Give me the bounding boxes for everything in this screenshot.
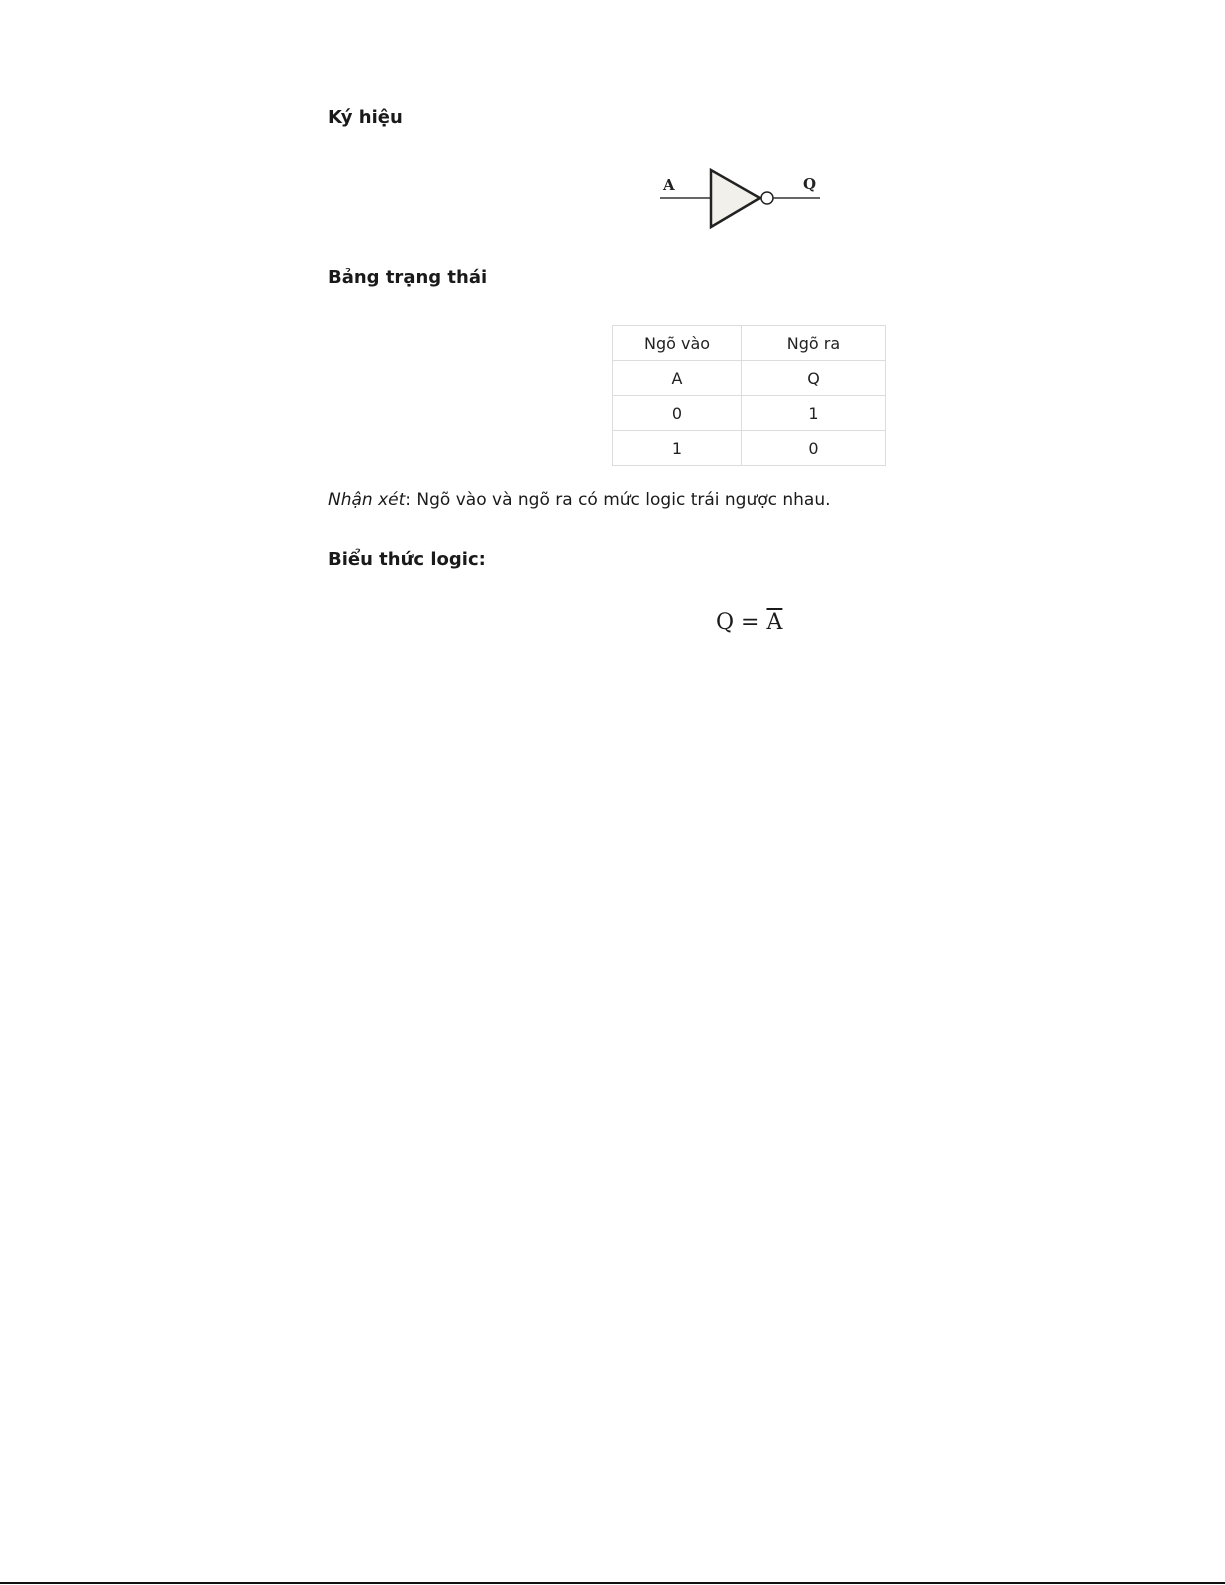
page-bottom-border <box>0 1582 1225 1584</box>
logic-expression <box>716 610 782 635</box>
table-row <box>613 431 886 466</box>
remark-text: : Ngõ vào và ngõ ra có mức logic trái ngược nhau. <box>405 490 831 510</box>
heading-logic-expression: Biểu thức logic: <box>328 549 486 570</box>
heading-symbol: Ký hiệu <box>328 107 403 128</box>
table-row <box>613 361 886 396</box>
table-cell: 0 <box>742 431 886 466</box>
table-header-row <box>613 326 886 361</box>
gate-inversion-bubble <box>761 192 773 204</box>
table-row <box>613 396 886 431</box>
not-gate-diagram <box>660 165 830 235</box>
expression-lhs: Q <box>716 610 735 635</box>
remark-label: Nhận xét <box>328 490 406 510</box>
table-cell: 1 <box>613 431 742 466</box>
truth-table <box>612 325 886 466</box>
table-cell: 1 <box>742 396 886 431</box>
remark-paragraph <box>328 490 831 510</box>
gate-triangle <box>711 170 760 227</box>
table-cell: 0 <box>613 396 742 431</box>
gate-input-label: A <box>663 176 675 194</box>
gate-output-label: Q <box>803 175 817 193</box>
table-header-cell: Ngõ ra <box>742 326 886 361</box>
table-cell: Q <box>742 361 886 396</box>
table-cell: A <box>613 361 742 396</box>
table-header-cell: Ngõ vào <box>613 326 742 361</box>
expression-rhs-negated: $\overline{A}$ <box>766 610 783 635</box>
heading-truth-table: Bảng trạng thái <box>328 267 488 288</box>
expression-operator: = <box>741 610 760 635</box>
